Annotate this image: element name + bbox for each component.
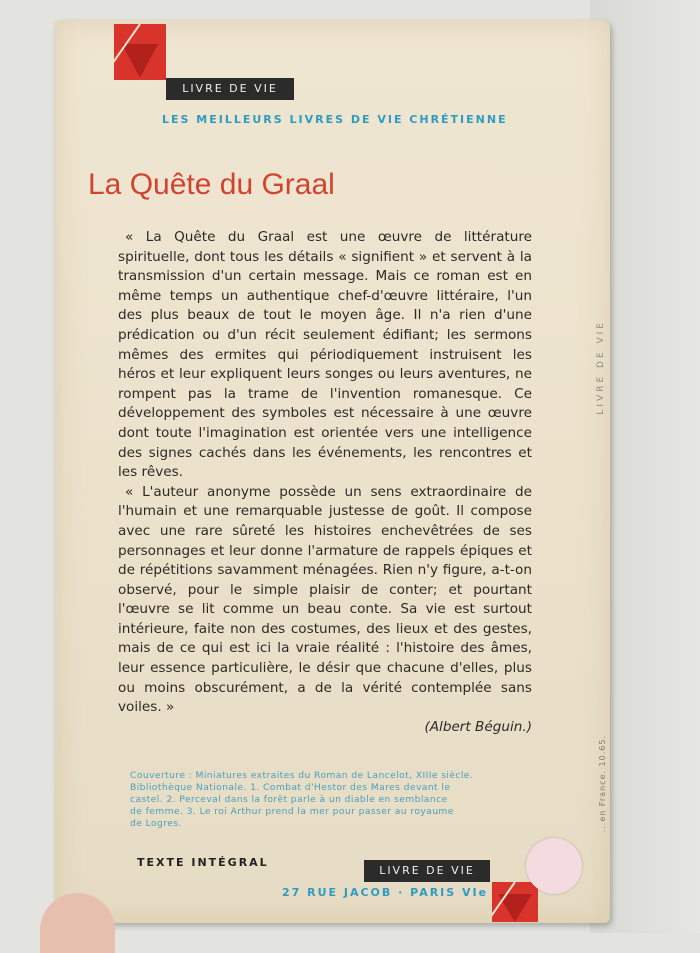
series-band-top: LIVRE DE VIE <box>166 78 294 100</box>
blurb-attribution: (Albert Béguin.) <box>424 718 532 735</box>
publisher-address: 27 RUE JACOB · PARIS VIe <box>282 886 489 899</box>
price-sticker <box>526 838 582 894</box>
spine-series-name: LIVRE DE VIE <box>596 320 606 415</box>
book-title: La Quête du Graal <box>88 168 335 201</box>
cover-credits <box>130 770 542 830</box>
blurb-paragraph-2: « L'auteur anonyme possède un sens extraordinaire de l'humain et une remarquable justesse de goût. Il compose avec une rare sûreté les histoires enchevêtrées de ses personnages et leur donne l'armature de rappels épiques et de répétitions savamment ménagées. Rien n'y figure, a-t-on observé, pour le simple plaisir de conter; et pourtant l'œuvre se lit comme un beau conte. Sa vie est surtout intérieure, faite non des costumes, des lieux et des gestes, mais de ce qui est ici la vraie réalité : l'histoire des âmes, leur essence particulière, le désir que chacune d'elles, plus ou moins obscurément, a de la vérité contemplée sans voiles. » <box>118 483 532 716</box>
credits-line: de femme. 3. Le roi Arthur prend la mer pour passer au royaume <box>130 806 454 817</box>
series-tagline: LES MEILLEURS LIVRES DE VIE CHRÉTIENNE <box>162 113 508 126</box>
edition-label: TEXTE INTÉGRAL <box>137 856 269 869</box>
blurb <box>118 228 532 737</box>
printer-mark: ...en France. 10.65. <box>598 735 607 833</box>
credits-line: castel. 2. Perceval dans la forêt parle à un diable en semblance <box>130 794 448 805</box>
blurb-paragraph-1: « La Quête du Graal est une œuvre de littérature spirituelle, dont tous les détails « signifient » et servent à la transmission d'un certain message. Mais ce roman est en même temps un authentique chef-d'œuvre littéraire, l'un des plus beaux de tout le moyen âge. Il n'a rien d'une prédication ou d'un récit seulement édifiant; les sermons mêmes des ermites qui périodiquement instruisent les héros et leur expliquent leurs songes ou leurs aventures, ne rompent pas la trame de l'invention romanesque. Ce développement des symboles est nécessaire à une œuvre dont toute l'imagination est orientée vers une intelligence des signes cachés dans les événements, les rencontres et les rêves. <box>118 229 532 481</box>
publisher-logo-bottom-icon <box>492 882 538 922</box>
credits-line: Bibliothèque Nationale. 1. Combat d'Hestor des Mares devant le <box>130 782 451 793</box>
series-band-bottom: LIVRE DE VIE <box>364 860 490 882</box>
credits-line: de Logres. <box>130 818 182 829</box>
credits-line: Couverture : Miniatures extraites du Roman de Lancelot, XIIIe siècle. <box>130 770 474 781</box>
publisher-logo-icon <box>114 24 166 80</box>
